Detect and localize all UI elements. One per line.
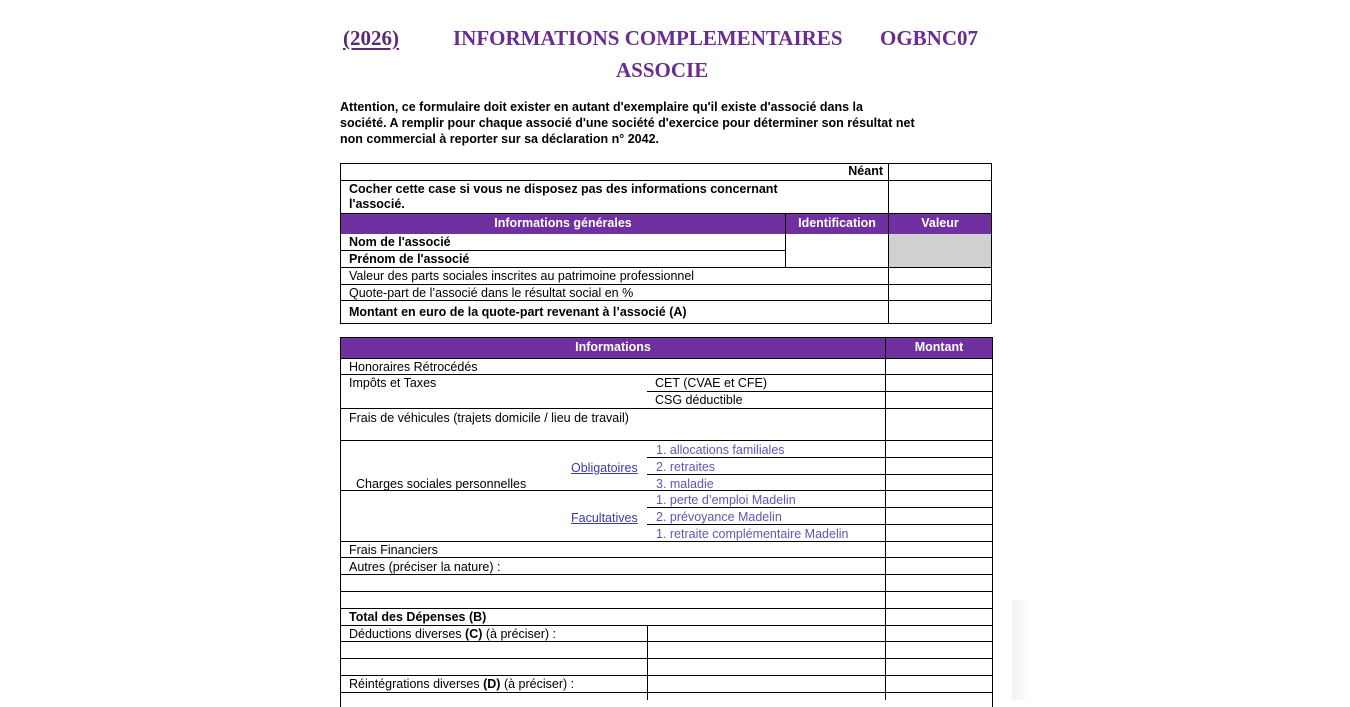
cet-label: CET (CVAE et CFE) [655, 376, 768, 390]
col-line [647, 625, 648, 700]
neant-checkbox[interactable] [889, 181, 991, 213]
montant-honoraires-input[interactable] [886, 359, 992, 374]
col-identification: Identification [786, 214, 888, 234]
obligatoire-item-1: 1. allocations familiales [656, 443, 785, 457]
quote-part-label: Quote-part de l’associé dans le résultat social en % [349, 286, 634, 300]
col-informations-generales: Informations générales [341, 214, 785, 234]
reintegrations-code: (D) [483, 677, 501, 691]
montant-total-input[interactable] [886, 609, 992, 625]
csg-label: CSG déductible [655, 393, 743, 407]
obligatoire-item-2: 2. retraites [656, 460, 716, 474]
form-year: (2026) [343, 26, 399, 50]
row-line [340, 213, 992, 214]
notice-line: non commercial à reporter sur sa déclaration n° 2042. [340, 132, 660, 146]
montant-cet-input[interactable] [886, 375, 992, 391]
valeur-shaded-cell [889, 234, 991, 267]
impots-label: Impôts et Taxes [349, 376, 437, 390]
charges-sociales-label: Charges sociales personnelles [356, 477, 527, 491]
facultative-item-2: 2. prévoyance Madelin [656, 510, 782, 524]
notice-text [340, 99, 980, 147]
montant-csg-input[interactable] [886, 392, 992, 408]
identification-input[interactable] [786, 234, 888, 267]
notice-line: société. A remplir pour chaque associé d'une société d'exercice pour déterminer son résultat net [340, 116, 915, 130]
frais-financiers-label: Frais Financiers [349, 543, 438, 557]
row-line [340, 692, 993, 693]
notice-line: Attention, ce formulaire doit exister en autant d'exemplaire qu'il existe d'associé dans la [340, 100, 863, 114]
deductions-hint: (à préciser) : [482, 627, 557, 641]
cocher-line-2: l'associé. [349, 197, 405, 211]
total-depenses-label: Total des Dépenses (B) [349, 610, 487, 624]
row-line [340, 591, 993, 592]
col-montant: Montant [886, 338, 992, 358]
honoraires-label: Honoraires Rétrocédés [349, 360, 478, 374]
form-title: INFORMATIONS COMPLEMENTAIRES [453, 26, 843, 50]
facultatives-label: Facultatives [571, 511, 638, 525]
deductions-label [349, 626, 644, 642]
frais-vehicules-label: Frais de véhicules (trajets domicile / lieu de travail) [349, 411, 629, 425]
montant-vehicules-input[interactable] [886, 409, 992, 440]
deductions-text: Déductions diverses [349, 627, 466, 641]
col-valeur: Valeur [889, 214, 991, 234]
row-line [340, 658, 993, 659]
montant-quote-part-label: Montant en euro de la quote-part revenant à l’associé (A) [349, 305, 687, 319]
neant-label: Néant [848, 164, 883, 178]
form-subtitle: ASSOCIE [616, 58, 709, 82]
form-code: OGBNC07 [880, 26, 979, 50]
cocher-line-1: Cocher cette case si vous ne disposez pas des informations concernant [349, 182, 778, 196]
deductions-code: (C) [465, 627, 483, 641]
valeur-parts-label: Valeur des parts sociales inscrites au patrimoine professionnel [349, 269, 695, 283]
facultative-item-3: 1. retraite complémentaire Madelin [656, 527, 849, 541]
nom-associe-label: Nom de l'associé [349, 235, 451, 249]
col-informations: Informations [341, 338, 885, 358]
prenom-associe-label: Prénom de l'associé [349, 252, 470, 266]
obligatoires-label: Obligatoires [571, 461, 638, 475]
reintegrations-label [349, 676, 644, 692]
page-shadow [1012, 600, 1030, 700]
facultative-item-1: 1. perte d’emploi Madelin [656, 493, 796, 507]
reintegrations-hint: (à préciser) : [500, 677, 575, 691]
row-line [340, 440, 993, 441]
autres-label: Autres (préciser la nature) : [349, 560, 501, 574]
obligatoire-item-3: 3. maladie [656, 477, 714, 491]
reintegrations-text: Réintégrations diverses [349, 677, 484, 691]
